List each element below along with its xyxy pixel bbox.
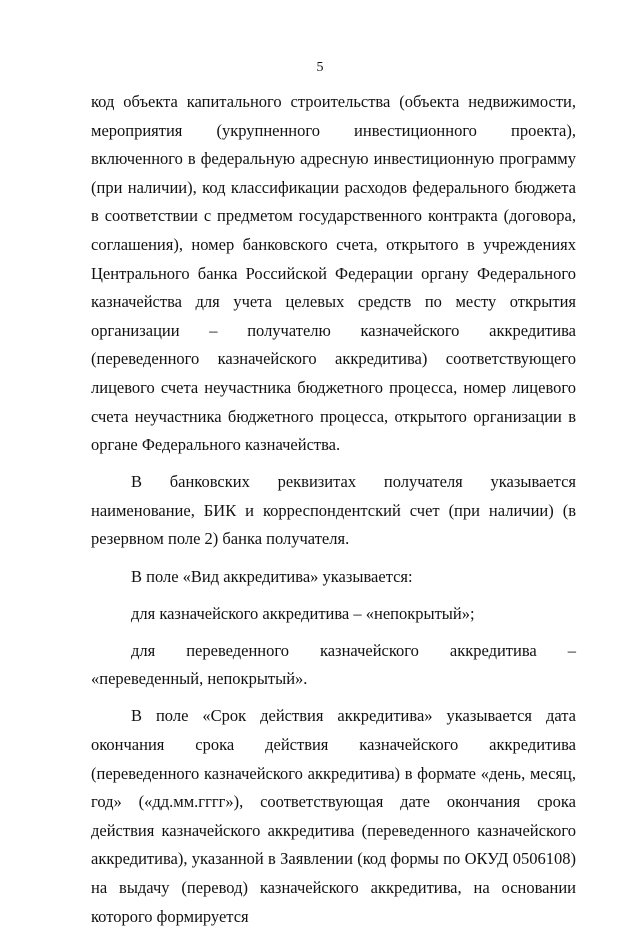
paragraph: В поле «Вид аккредитива» указывается:	[131, 566, 413, 586]
paragraph: для казначейского аккредитива – «непокрытый»;	[131, 603, 475, 623]
paragraph: для переведенного казначейского аккредитива – «переведенный, непокрытый».	[91, 640, 576, 689]
page-number: 5	[316, 60, 324, 75]
paragraph: В поле «Срок действия аккредитива» указывается дата окончания срока действия казначейского аккредитива (переведенного казначейского аккредитива) в формате «день, месяц, год» («дд.мм.гггг»), соответствующая дате окончания срока действия казначейского аккредитива (переведенного казначейского аккредитива), указанной в Заявлении (код формы по ОКУД 0506108) на выдачу (перевод) казначейского аккредитива, на основании которого формируется	[91, 706, 576, 926]
paragraph: код объекта капитального строительства (объекта недвижимости, мероприятия (укрупненного инвестиционного проекта), включенного в федеральную адресную инвестиционную программу (при наличии), код классификации расходов федерального бюджета в соответствии с предметом государственного контракта (договора, соглашения), номер банковского счета, открытого в учреждениях Центрального банка Российской Федерации органу Федерального казначейства для учета целевых средств по месту открытия организации – получателю казначейского аккредитива (переведенного казначейского аккредитива) соответствующего лицевого счета неучастника бюджетного процесса, номер лицевого счета неучастника бюджетного процесса, открытого организации в органе Федерального казначейства.	[91, 92, 576, 455]
paragraph: В банковских реквизитах получателя указывается наименование, БИК и корреспондентский счет (при наличии) (в резервном поле 2) банка получателя.	[91, 472, 576, 549]
document-body	[91, 88, 576, 940]
